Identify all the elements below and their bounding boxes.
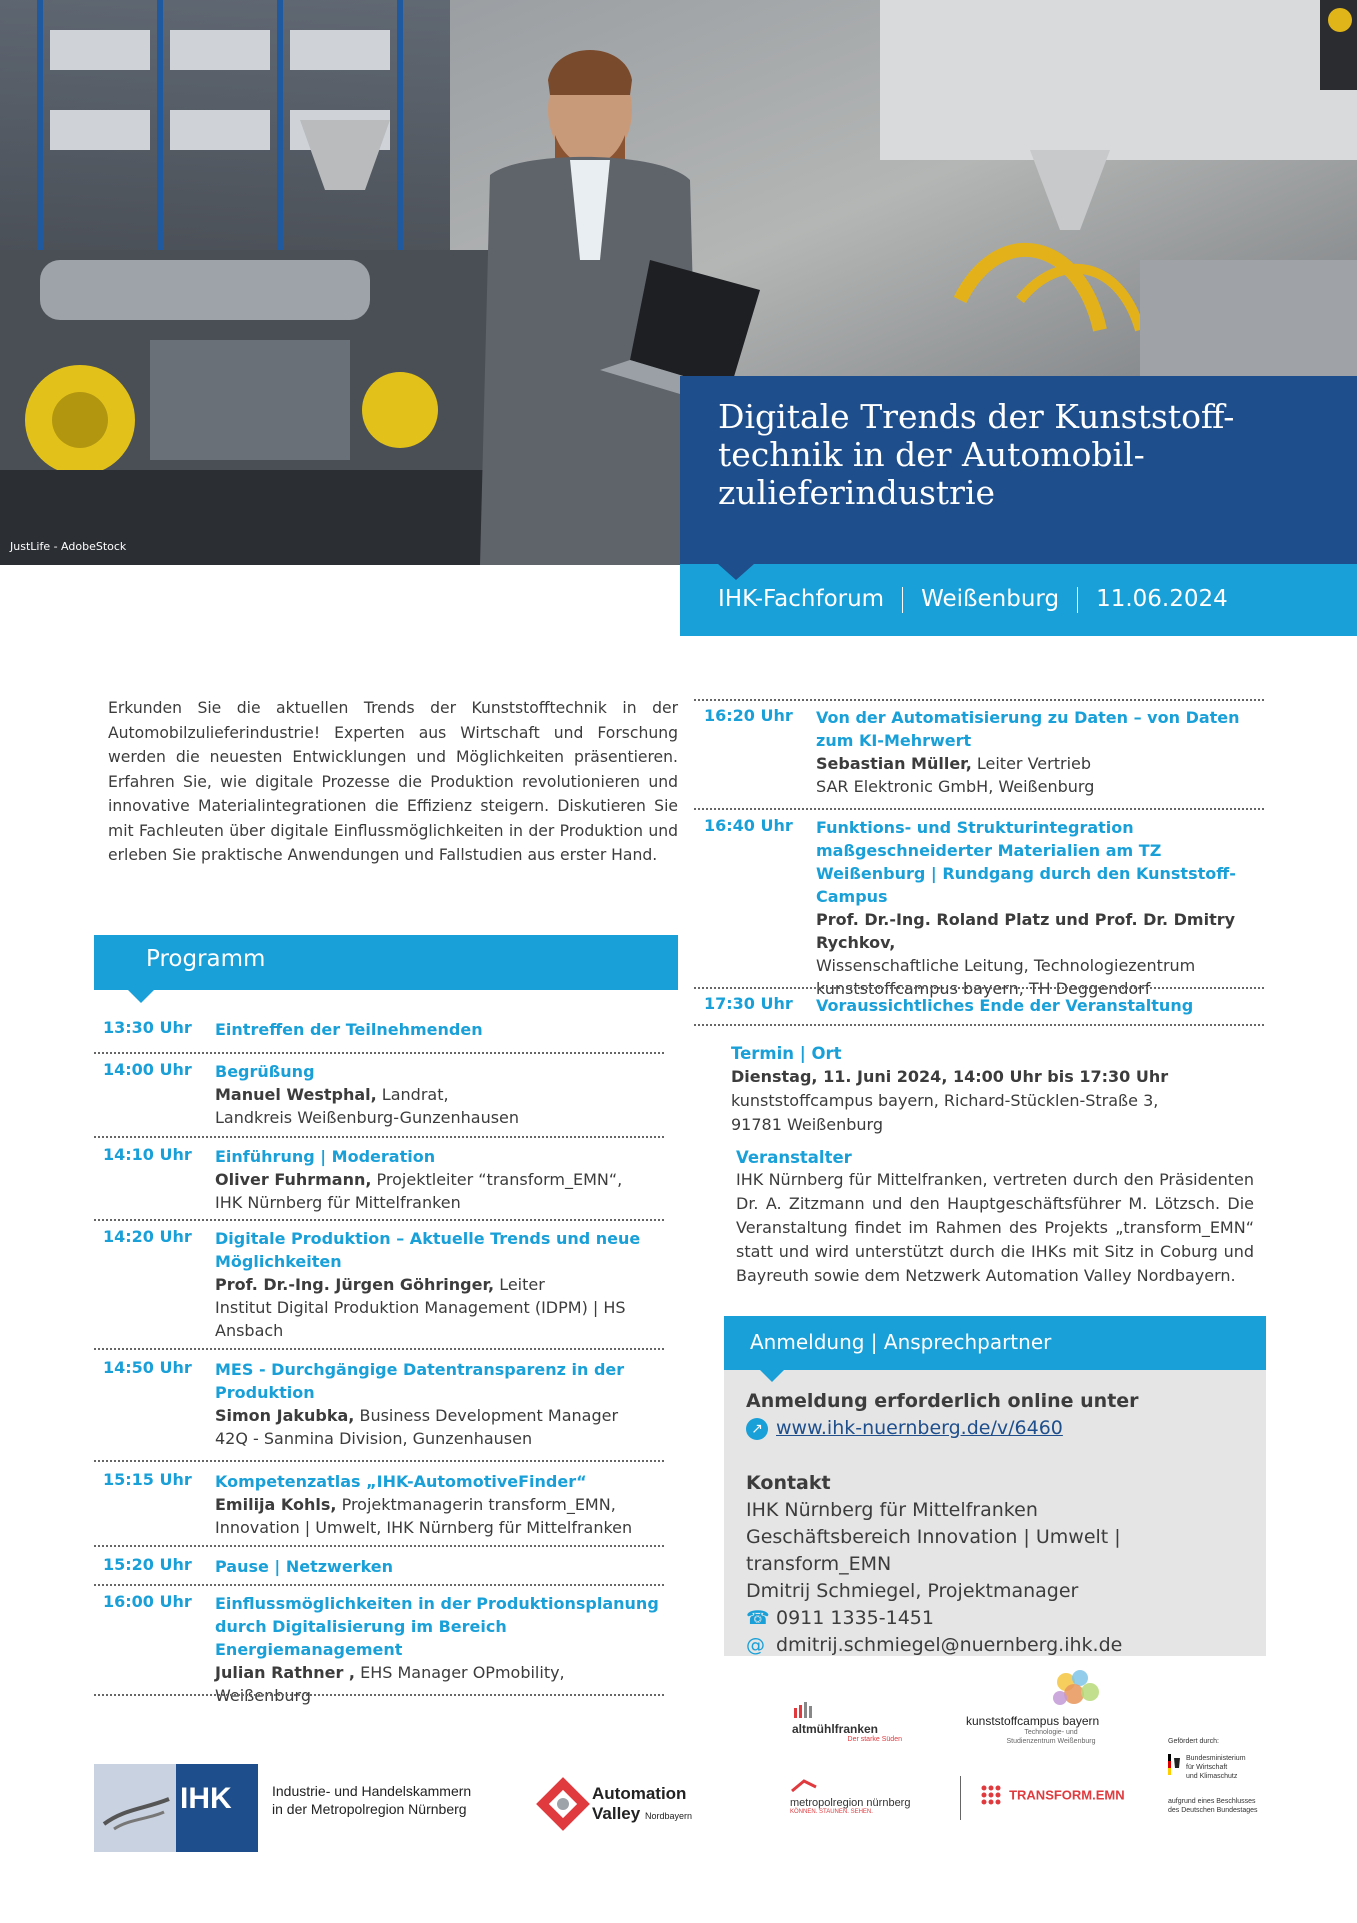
transform-emn-icon bbox=[978, 1782, 1004, 1808]
event-date: 11.06.2024 bbox=[1096, 586, 1228, 612]
agenda-speaker-role: Projektmanagerin transform_EMN, bbox=[336, 1495, 616, 1514]
termin-address-2: 91781 Weißenburg bbox=[731, 1115, 883, 1134]
agenda-time: 13:30 Uhr bbox=[103, 1018, 192, 1037]
transform-emn-logo bbox=[978, 1782, 1125, 1808]
agenda-details: SAR Elektronic GmbH, Weißenburg bbox=[816, 777, 1095, 796]
bmwk-line-2: für Wirtschaft bbox=[1186, 1764, 1228, 1771]
agenda-details: Weißenburg bbox=[215, 1686, 311, 1705]
divider bbox=[94, 1545, 664, 1547]
divider bbox=[94, 1348, 664, 1350]
agenda-speaker-role: EHS Manager OPmobility, bbox=[355, 1663, 565, 1682]
agenda-details: Wissenschaftliche Leitung, Technologiezentrum kunststoffcampus bayern, TH Deggendorf bbox=[816, 956, 1196, 998]
divider bbox=[694, 987, 1264, 989]
metropol-text: metropolregion nürnberg bbox=[790, 1797, 911, 1809]
agenda-speaker: Sebastian Müller, bbox=[816, 754, 972, 773]
agenda-time: 14:20 Uhr bbox=[103, 1227, 192, 1246]
bmwk-logo bbox=[1168, 1737, 1278, 1815]
agenda-time: 16:20 Uhr bbox=[704, 706, 793, 725]
automation-valley-text bbox=[592, 1784, 692, 1826]
separator bbox=[1077, 587, 1078, 613]
agenda-speaker-role: Leiter Vertrieb bbox=[971, 754, 1092, 773]
separator bbox=[902, 587, 903, 613]
agenda-time: 15:20 Uhr bbox=[103, 1555, 192, 1574]
veranstalter-section bbox=[736, 1148, 1254, 1288]
ihk-line-1: Industrie- und Handelskammern bbox=[272, 1783, 472, 1799]
automation-valley-icon bbox=[536, 1777, 590, 1831]
agenda-speaker-role: Landrat, bbox=[376, 1085, 449, 1104]
agenda-title: Pause | Netzwerken bbox=[215, 1557, 394, 1576]
title-line-3: zulieferindustrie bbox=[718, 473, 996, 512]
divider bbox=[94, 1460, 664, 1462]
automation-line-1: Automation bbox=[592, 1784, 687, 1803]
agenda-speaker: Oliver Fuhrmann, bbox=[215, 1170, 372, 1189]
link-arrow-icon: ↗ bbox=[746, 1418, 768, 1440]
altmuehlfranken-logo bbox=[792, 1702, 902, 1743]
agenda-details: IHK Nürnberg für Mittelfranken bbox=[215, 1193, 461, 1212]
agenda-title: Eintreffen der Teilnehmenden bbox=[215, 1020, 483, 1039]
bmwk-line-3: und Klimaschutz bbox=[1186, 1773, 1238, 1780]
altmuehl-text: altmühlfranken bbox=[792, 1722, 879, 1736]
agenda-speaker-role: Leiter bbox=[494, 1275, 545, 1294]
agenda-title: Von der Automatisierung zu Daten – von Daten zum KI-Mehrwert bbox=[816, 708, 1240, 750]
kunststoff-tag-1: Technologie- und bbox=[1024, 1729, 1078, 1736]
bmwk-note-2: des Deutschen Bundestages bbox=[1168, 1807, 1258, 1814]
agenda-time: 14:10 Uhr bbox=[103, 1145, 192, 1164]
agenda-speaker-role: Business Development Manager bbox=[354, 1406, 619, 1425]
altmuehlfranken-icon bbox=[792, 1702, 842, 1718]
logo-divider bbox=[960, 1776, 961, 1820]
anmeldung-required: Anmeldung erforderlich online unter bbox=[746, 1390, 1139, 1412]
divider bbox=[694, 1024, 1264, 1026]
transform-text: TRANSFORM.EMN bbox=[1009, 1787, 1125, 1803]
kontakt-email[interactable]: dmitrij.schmiegel@nuernberg.ihk.de bbox=[776, 1634, 1123, 1656]
ihk-name bbox=[272, 1782, 471, 1818]
agenda-speaker: Prof. Dr.-Ing. Jürgen Göhringer, bbox=[215, 1275, 495, 1294]
funded-by: Gefördert durch: bbox=[1168, 1738, 1219, 1745]
metropol-tagline: KÖNNEN. STAUNEN. SEHEN. bbox=[790, 1809, 873, 1815]
agenda-time: 17:30 Uhr bbox=[704, 994, 793, 1013]
automation-line-3: Nordbayern bbox=[644, 1811, 692, 1821]
url-row bbox=[746, 1415, 1256, 1442]
agenda-title: Voraussichtliches Ende der Veranstaltung bbox=[816, 996, 1194, 1015]
agenda-details: Landkreis Weißenburg-Gunzenhausen bbox=[215, 1108, 520, 1127]
email-row bbox=[746, 1632, 1256, 1659]
photo-credit: JustLife - AdobeStock bbox=[10, 540, 127, 553]
german-flag-icon bbox=[1168, 1754, 1182, 1776]
agenda-title: Kompetenzatlas „IHK-AutomotiveFinder“ bbox=[215, 1472, 587, 1491]
kontakt-org: IHK Nürnberg für Mittelfranken bbox=[746, 1499, 1038, 1521]
agenda-speaker-role: Projektleiter “transform_EMN“, bbox=[371, 1170, 623, 1189]
metropolregion-icon bbox=[790, 1779, 830, 1793]
altmuehl-tagline: Der starke Süden bbox=[847, 1736, 902, 1743]
event-type: IHK-Fachforum bbox=[718, 586, 885, 612]
kunststoff-text: kunststoffcampus bayern bbox=[966, 1714, 1100, 1728]
veranstalter-text: IHK Nürnberg für Mittelfranken, vertreten durch den Präsidenten Dr. A. Zitzmann und den Hauptgeschäftsführer M. Lötzsch. Die Veranstaltung findet im Rahmen des Projekts „transform_EMN“ statt und wird unterstützt durch die IHKs mit Sitz in Coburg und Bayreuth sowie dem Netzwerk Automation Valley Nordbayern. bbox=[736, 1170, 1254, 1285]
agenda-title: Einflussmöglichkeiten in der Produktionsplanung durch Digitalisierung im Bereich Energiemanagement bbox=[215, 1594, 659, 1659]
email-icon: @ bbox=[746, 1634, 765, 1656]
agenda-time: 14:50 Uhr bbox=[103, 1358, 192, 1377]
agenda-title: Begrüßung bbox=[215, 1062, 315, 1081]
kontakt-person: Dmitrij Schmiegel, Projektmanager bbox=[746, 1580, 1079, 1602]
kunststoff-tagline bbox=[966, 1728, 1136, 1746]
agenda-speaker: Emilija Kohls, bbox=[215, 1495, 337, 1514]
registration-link[interactable]: www.ihk-nuernberg.de/v/6460 bbox=[776, 1417, 1063, 1439]
agenda-details: 42Q - Sanmina Division, Gunzenhausen bbox=[215, 1429, 533, 1448]
bmwk-line-1: Bundesministerium bbox=[1186, 1755, 1246, 1762]
event-location: Weißenburg bbox=[921, 586, 1060, 612]
divider bbox=[694, 808, 1264, 810]
divider bbox=[94, 1136, 664, 1138]
agenda-title: Funktions- und Strukturintegration maßgeschneiderter Materialien am TZ Weißenburg | Rundgang durch den Kunststoff-Campus bbox=[816, 818, 1236, 906]
ihk-logo-graphic bbox=[94, 1764, 258, 1852]
termin-section bbox=[731, 1044, 1251, 1137]
agenda-speaker: Manuel Westphal, bbox=[215, 1085, 377, 1104]
kontakt-heading: Kontakt bbox=[746, 1472, 831, 1494]
divider bbox=[94, 1052, 664, 1054]
event-title bbox=[718, 398, 1338, 512]
metropolregion-logo bbox=[790, 1778, 950, 1815]
agenda-speaker: Prof. Dr.-Ing. Roland Platz und Prof. Dr. Dmitry Rychkov, bbox=[816, 910, 1236, 952]
phone-icon: ☎ bbox=[746, 1607, 770, 1629]
agenda-details: Institut Digital Produktion Management (IDPM) | HS Ansbach bbox=[215, 1298, 626, 1340]
title-line-1: Digitale Trends der Kunststoff- bbox=[718, 397, 1235, 436]
agenda-time: 14:00 Uhr bbox=[103, 1060, 192, 1079]
event-subtitle bbox=[718, 586, 1228, 613]
intro-text: Erkunden Sie die aktuellen Trends der Kunststofftechnik in der Automobilzulieferindustrie! Experten aus Wirtschaft und Forschung werden die neuesten Entwicklungen und Möglichkeiten präsentieren. Erfahren Sie, wie digitale Prozesse die Produktion revolutionieren und innovative Materialintegrationen die Effizienz steigern. Diskutieren Sie mit Fachleuten über digitale Einflussmöglichkeiten in der Produktion und erleben Sie praktische Anwendungen und Fallstudien aus erster Hand. bbox=[108, 699, 678, 864]
anmeldung-title: Anmeldung | Ansprechpartner bbox=[750, 1330, 1052, 1354]
kunststoff-tag-2: Studienzentrum Weißenburg bbox=[1006, 1738, 1096, 1745]
agenda-time: 16:00 Uhr bbox=[103, 1592, 192, 1611]
automation-line-2: Valley bbox=[592, 1804, 641, 1823]
agenda-speaker: Simon Jakubka, bbox=[215, 1406, 355, 1425]
divider bbox=[94, 1694, 664, 1696]
agenda-title: Einführung | Moderation bbox=[215, 1147, 436, 1166]
kontakt-department: Geschäftsbereich Innovation | Umwelt | transform_EMN bbox=[746, 1526, 1121, 1575]
agenda-title: Digitale Produktion – Aktuelle Trends und neue Möglichkeiten bbox=[215, 1229, 641, 1271]
termin-address-1: kunststoffcampus bayern, Richard-Stücklen-Straße 3, bbox=[731, 1091, 1159, 1110]
agenda-time: 15:15 Uhr bbox=[103, 1470, 192, 1489]
subtitle-notch bbox=[718, 564, 754, 580]
agenda-details: Innovation | Umwelt, IHK Nürnberg für Mittelfranken bbox=[215, 1518, 633, 1537]
automation-valley-logo bbox=[536, 1777, 590, 1835]
kunststoffcampus-icon bbox=[966, 1668, 1136, 1710]
anmeldung-notch bbox=[760, 1370, 784, 1382]
kontakt-phone[interactable]: 0911 1335-1451 bbox=[776, 1607, 934, 1629]
termin-date: Dienstag, 11. Juni 2024, 14:00 Uhr bis 17:30 Uhr bbox=[731, 1067, 1169, 1086]
phone-row bbox=[746, 1605, 1256, 1632]
programm-title: Programm bbox=[146, 946, 266, 972]
ihk-abbr: IHK bbox=[180, 1782, 232, 1815]
divider bbox=[694, 699, 1264, 701]
ihk-line-2: in der Metropolregion Nürnberg bbox=[272, 1801, 467, 1817]
divider bbox=[94, 1584, 664, 1586]
veranstalter-heading: Veranstalter bbox=[736, 1148, 852, 1167]
anmeldung-content bbox=[746, 1388, 1256, 1659]
agenda-title: MES - Durchgängige Datentransparenz in der Produktion bbox=[215, 1360, 625, 1402]
bmwk-note-1: aufgrund eines Beschlusses bbox=[1168, 1798, 1256, 1805]
termin-heading: Termin | Ort bbox=[731, 1044, 842, 1063]
agenda-speaker: Julian Rathner , bbox=[215, 1663, 356, 1682]
kunststoffcampus-logo bbox=[966, 1668, 1136, 1746]
agenda-time: 16:40 Uhr bbox=[704, 816, 793, 835]
programm-notch bbox=[128, 990, 154, 1003]
title-line-2: technik in der Automobil- bbox=[718, 435, 1145, 474]
divider bbox=[94, 1219, 664, 1221]
